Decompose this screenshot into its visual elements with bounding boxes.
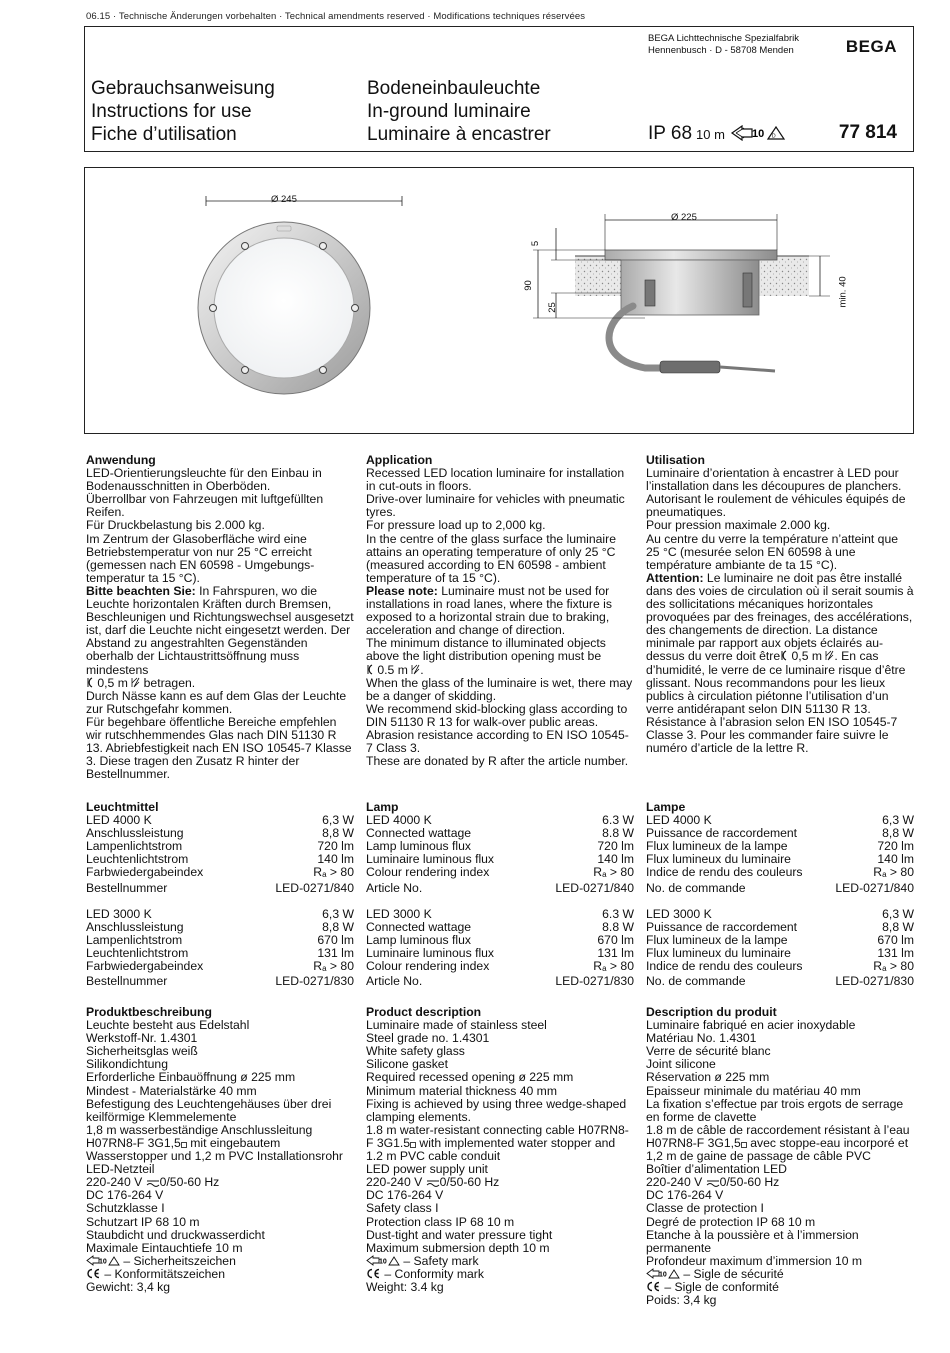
- dim-recess-diameter: Ø 225: [671, 212, 697, 223]
- table-row: Lamp luminous flux 670 lm: [366, 932, 634, 947]
- safety-mark-icon: [646, 1268, 680, 1279]
- ce-mark-icon: [366, 1268, 381, 1279]
- table-row: LED 4000 K 6.3 W: [366, 813, 634, 828]
- illuminated-object-icon: [411, 664, 420, 675]
- illuminated-object-icon: [131, 677, 140, 688]
- table-row: Lampenlichtstrom 720 lm: [86, 839, 354, 854]
- ce-mark-icon: [86, 1268, 101, 1279]
- distance-symbol-icon: [366, 664, 374, 675]
- table-row: Colour rendering index $R_a > 80$: [366, 959, 634, 974]
- table-row: Article No. LED-0271/840: [366, 880, 634, 895]
- technical-drawing: [84, 167, 914, 434]
- dim-height: 90: [522, 280, 534, 291]
- table-row: No. de commande LED-0271/840: [646, 880, 914, 895]
- safety-mark-icon: [730, 125, 792, 141]
- table-row: Bestellnummer LED-0271/840: [86, 880, 354, 895]
- german-lamp: Leuchtmittel LED 4000 K 6,3 W Anschlussleistung 8,8 W Lampenlichtstrom 720 lm Leuchtenlichtstrom 140 lm Farbwiedergabeindex $R_a > 80$ Bestellnummer LED-0271/840 LED 3000 K 6,3 W Anschlussleistung 8,8 W Lampenlichtstrom 670 lm Leuchtenlichtstrom 131 lm Farbwiedergabeindex $R_a > 80$ Bestellnummer LED-0271/830: [86, 800, 354, 989]
- english-product-description: Product description Luminaire made of stainless steel Steel grade no. 1.4301 White safety glass Silicone gasket Required recessed opening ø 225 mm Minimum material thickness 40 mm Fixing is achieved by using three wedge-shaped clamping elements. 1.8 m water-resistant connecting cable H07RN8-F 3G1.5 with implemented water stopper and 1.2 m PVC cable conduit LED power supply unit 220-240 V 0/50-60 Hz DC 176-264 V Safety class I Protection class IP 68 10 m Dust-tight and water pressure tight Maximum submersion depth 10 m 10 – Safety mark – Conformity mark Weight: 3.4 kg: [366, 1005, 629, 1294]
- table-row: Connected wattage 8.8 W: [366, 919, 634, 934]
- table-row: Farbwiedergabeindex $R_a > 80$: [86, 959, 354, 974]
- dim-outer-diameter: Ø 245: [271, 194, 297, 205]
- svg-text:10: 10: [659, 1271, 667, 1279]
- dim-bottom: 25: [546, 302, 558, 313]
- table-row: Flux lumineux du luminaire 140 lm: [646, 852, 914, 867]
- distance-symbol-icon: [780, 650, 788, 661]
- table-row: Lamp luminous flux 720 lm: [366, 839, 634, 854]
- table-row: Puissance de raccordement 8,8 W: [646, 919, 914, 934]
- ip-rating: IP 68 10 m 10 D: [648, 123, 792, 145]
- german-product-description: Produktbeschreibung Leuchte besteht aus Edelstahl Werkstoff-Nr. 1.4301 Sicherheitsglas weiß Silikondichtung Erforderliche Einbauöffnung ø 225 mm Mindest - Materialstärke 40 mm Befestigung des Leuchtengehäuses über drei keilförmige Klemmelemente 1,8 m wasserbeständige Anschlussleitung H07RN8-F 3G1,5 mit eingebautem Wasserstopper und 1,2 m PVC Installationsrohr LED-Netzteil 220-240 V 0/50-60 Hz DC 176-264 V Schutzklasse I Schutzart IP 68 10 m Staubdicht und druckwasserdicht Maximale Eintauchtiefe 10 m 10 – Sicherheitszeichen – Konformitätszeichen Gewicht: 3,4 kg: [86, 1005, 343, 1294]
- product-title: Bodeneinbauleuchte In-ground luminaire Luminaire à encastrer: [367, 78, 551, 145]
- ac-dc-icon: [426, 1179, 440, 1187]
- table-row: LED 4000 K 6,3 W: [86, 813, 354, 828]
- french-lamp: Lampe LED 4000 K 6,3 W Puissance de raccordement 8,8 W Flux lumineux de la lampe 720 lm Flux lumineux du luminaire 140 lm Indice de rendu des couleurs $R_a > 80$ No. de commande LED-0271/840 LED 3000 K 6,3 W Puissance de raccordement 8,8 W Flux lumineux de la lampe 670 lm Flux lumineux du luminaire 131 lm Indice de rendu des couleurs $R_a > 80$ No. de commande LED-0271/830: [646, 800, 914, 989]
- table-row: No. de commande LED-0271/830: [646, 974, 914, 989]
- safety-mark-icon: [86, 1255, 120, 1266]
- ac-dc-icon: [706, 1179, 720, 1187]
- english-lamp: Lamp LED 4000 K 6.3 W Connected wattage 8.8 W Lamp luminous flux 720 lm Luminaire luminous flux 140 lm Colour rendering index $R_a > 80$ Article No. LED-0271/840 LED 3000 K 6.3 W Connected wattage 8.8 W Lamp luminous flux 670 lm Luminaire luminous flux 131 lm Colour rendering index $R_a > 80$ Article No. LED-0271/830: [366, 800, 634, 989]
- table-row: Lampenlichtstrom 670 lm: [86, 932, 354, 947]
- french-application: Utilisation Luminaire d’orientation à encastrer à LED pour l’installation dans les découpures de planchers. Autorisant le roulement de véhicules équipés de pneumatiques. Pour pression maximale 2.000 kg. Au centre du verre la température n’atteint que 25 °C (mesurée selon EN 60598 à une température ambiante de ta 15 °C). Attention: Le luminaire ne doit pas être installé dans des voies de circulation où il serait soumis à des sollicitations mécaniques horizontales provoquées par des freinages, des accélérations, des changements de direction. La distance minimale par rapport aux objets éclairés au-dessus du verre doit être 0,5 m . En cas d’humidité, le verre de ce luminaire risque d’être glissant. Nous recommandons pour les lieux publics à circulation piétonne l’utilisation d’un verre antidérapant selon DIN 51130 R 13. Résistance à l’abrasion selon EN ISO 10545-7 Classe 3. Pour les commander faire suivre le numéro d’article de la lettre R.: [646, 453, 914, 756]
- svg-text:10: 10: [752, 128, 765, 140]
- table-row: Flux lumineux du luminaire 131 lm: [646, 945, 914, 960]
- table-row: Leuchtenlichtstrom 131 lm: [86, 945, 354, 960]
- article-number: 77 814: [838, 122, 897, 143]
- svg-text:10: 10: [379, 1258, 387, 1266]
- safety-mark-icon: [366, 1255, 400, 1266]
- table-row: Flux lumineux de la lampe 720 lm: [646, 839, 914, 854]
- dim-min-depth: min. 40: [837, 276, 849, 308]
- table-row: Luminaire luminous flux 140 lm: [366, 852, 634, 867]
- german-application: Anwendung LED-Orientierungsleuchte für den Einbau in Bodenausschnitten in Oberböden. Überrollbar von Fahrzeugen mit luftgefüllten Reifen. Für Druckbelastung bis 2.000 kg. Im Zentrum der Glasoberfläche wird eine Betriebstemperatur von nur 25 °C erreicht (gemessen nach EN 60598 - Umgebungs-temperatur ta 15 °C). Bitte beachten Sie: In Fahrspuren, wo die Leuchte horizontalen Kräften durch Bremsen, Beschleunigen und Richtungswechsel ausgesetzt ist, darf die Leuchte nicht eingesetzt werden. Der Abstand zu angestrahlten Gegenständen oberhalb der Lichtaustrittsöffnung muss mindestens 0,5 m betragen. Durch Nässe kann es auf dem Glas der Leuchte zur Rutschgefahr kommen. Für begehbare öffentliche Bereiche empfehlen wir rutschhemmendes Glas nach DIN 51130 R 13. Abriebfestigkeit nach EN ISO 10545-7 Klasse 3. Diese tragen den Zusatz R hinter der Bestellnummer.: [86, 453, 354, 782]
- table-row: Bestellnummer LED-0271/830: [86, 974, 354, 989]
- english-application: Application Recessed LED location luminaire for installation in cut-outs in floors. Drive-over luminaire for vehicles with pneumatic tyres. For pressure load up to 2,000 kg. In the centre of the glass surface the luminaire attains an operating temperature of only 25 °C (measured according to EN 60598 - ambient temperature of ta 15 °C). Please note: Luminaire must not be used for installations in road lanes, where the fixture is exposed to a horizontal strain due to braking, acceleration and change of direction. The minimum distance to illuminated objects above the light distribution opening must be 0.5 m . When the glass of the luminaire is wet, there may be a danger of skidding. We recommend skid-blocking glass according to DIN 51130 R 13 for walk-over public areas. Abrasion resistance according to EN ISO 10545-7 Class 3. These are donated by R after the article number.: [366, 453, 633, 769]
- table-row: Connected wattage 8.8 W: [366, 826, 634, 841]
- section-view: [533, 214, 830, 373]
- dim-flange: 5: [530, 240, 542, 247]
- table-row: Anschlussleistung 8,8 W: [86, 919, 354, 934]
- luminaire-drawing: [85, 168, 915, 435]
- doc-title: Gebrauchsanweisung Instructions for use Fiche d’utilisation: [91, 78, 275, 145]
- brand-logo: BEGA: [845, 37, 897, 56]
- distance-symbol-icon: [86, 677, 94, 688]
- french-product-description: Description du produit Luminaire fabriqué en acier inoxydable Matériau No. 1.4301 Verre de sécurité blanc Joint silicone Réservation ø 225 mm Epaisseur minimale du matériau 40 mm La fixation s’effectue par trois ergots de serrage en forme de clavette 1.8 m de câble de raccordement résistant à l’eau H07RN8-F 3G1,5 avec stoppe-eau incorporé et 1,2 m de gaine de passage de câble PVC Boîtier d’alimentation LED 220-240 V 0/50-60 Hz DC 176-264 V Classe de protection I Degré de protection IP 68 10 m Etanche à la poussière et à l’immersion permanente Profondeur maximum d’immersion 10 m 10 – Sigle de sécurité – Sigle de conformité Poids: 3,4 kg: [646, 1005, 910, 1308]
- table-row: Indice de rendu des couleurs $R_a > 80$: [646, 959, 914, 974]
- svg-text:10: 10: [99, 1258, 107, 1266]
- table-row: Indice de rendu des couleurs $R_a > 80$: [646, 865, 914, 880]
- table-row: Luminaire luminous flux 131 lm: [366, 945, 634, 960]
- table-row: Anschlussleistung 8,8 W: [86, 826, 354, 841]
- table-row: Colour rendering index $R_a > 80$: [366, 865, 634, 880]
- table-row: Puissance de raccordement 8,8 W: [646, 826, 914, 841]
- header-box: [84, 26, 914, 152]
- table-row: LED 3000 K 6.3 W: [366, 906, 634, 921]
- svg-text:D: D: [772, 133, 776, 140]
- company-address: BEGA Lichttechnische Spezialfabrik Hennenbusch · D - 58708 Menden: [648, 33, 800, 56]
- table-row: LED 4000 K 6,3 W: [646, 813, 914, 828]
- revision-line: 06.15 · Technische Änderungen vorbehalten · Technical amendments reserved · Modifications techniques réservées: [86, 11, 586, 22]
- table-row: Farbwiedergabeindex $R_a > 80$: [86, 865, 354, 880]
- table-row: LED 3000 K 6,3 W: [86, 906, 354, 921]
- top-view: [198, 222, 370, 394]
- table-row: Flux lumineux de la lampe 670 lm: [646, 932, 914, 947]
- table-row: LED 3000 K 6,3 W: [646, 906, 914, 921]
- table-row: Article No. LED-0271/830: [366, 974, 634, 989]
- table-row: Leuchtenlichtstrom 140 lm: [86, 852, 354, 867]
- ac-dc-icon: [146, 1179, 160, 1187]
- ce-mark-icon: [646, 1281, 661, 1292]
